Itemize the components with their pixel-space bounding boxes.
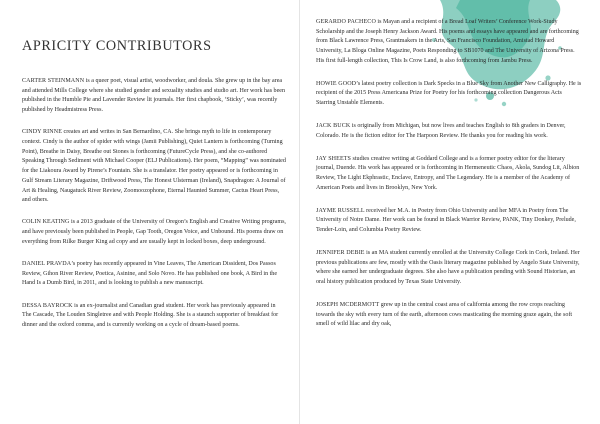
bio-text: creates art and writes in San Bernardino, CA. She brings myth to life in contemporary context. Cindy is the author of spider with wings (Jamii Publishing), Quiet Lantern is forthcoming (Turning Point), Breathe in Daisy, Breathe out Stones is forthcoming (FutureCycle Press), and she co-authored Speaking Through Sediment with Michael Cooper (ELJ Publications). Her poem, “Mapping” was nominated for the Liakoura Award by Pirene’s Fountain. She is a translator. Her poetry appeared or is forthcoming in Gulf Stream Literary Magazine, Driftwood Press, The Honest Ulsterman (Ireland), Snapdragon: A Journal of Art & Healing, Naugatuck River Review, Zoomoozophone, Eternal Haunted Summer, Cactus Heart Press, and others.: [22, 129, 286, 204]
contributor-name: DANIEL PRAVDA: [22, 261, 72, 268]
bio-entry: [316, 122, 582, 141]
bio-text: received her M.A. in Poetry from Ohio University and her MFA in Poetry from The University of Notre Dame. Her work can be found in Black Warrior Review, PANK, Tiny Donkey, Prelude, Tender-Loin, and Columbia Poetry Review.: [316, 207, 576, 233]
right-page: [300, 0, 600, 424]
contributor-name: CARTER STEINMANN: [22, 78, 85, 84]
bio-entry: [316, 249, 582, 288]
bio-text: is an MA student currently enrolled at the University College Cork in Cork, Ireland. Her previous publications are few, mostly with the Oasis literary magazine published by Angelo State University, where she earned her undergraduate degrees. She also have a publication pending with Sound Historian, an oral history publication produced by Texas State University.: [316, 249, 580, 285]
bio-entry: [316, 301, 582, 330]
bio-text: is Mayan and a recipient of a Bread Loaf Writers’ Conference Work-Study Scholarship and the Joseph Henry Jackson Award. His poems and essays have appeared and are forthcoming from Black Lawrence Press, Grantmakers in the Arts, San Francisco Foundation, Amistad Howard University, La Bloga Online Magazine, Poets Responding to SB1070 and The University of Arizona Press. His first full-length collection, This Is Crow Land, is also forthcoming from Jambu Press.: [316, 19, 579, 64]
bio-text: is a 2013 graduate of the University of Oregon’s English and Creative Writing programs, and have previously been published in People, Gap Tooth, Oregon Voice, and Unbound. His poems draw on everything from Rilke Burger King ad copy and are usually kept in locked boxes, deep underground.: [22, 219, 286, 245]
bio-entry: [316, 155, 582, 194]
bio-text: grew up in the central coast area of california among the row crops reaching towards the sky with every turn of the earth, afternoon cows masticating the morning graze again, the soft smell of wild lilac and dry oak,: [316, 301, 573, 328]
bio-entry: [316, 18, 582, 67]
contributor-name: JOSEPH MCDERMOTT: [316, 301, 380, 308]
bio-text: is an ex-journalist and Canadian grad student. Her work has previously appeared in The Cascade, The Louden Singletree and with People Holding. She is a staunch supporter of breakfast for dinner and the oxford comma, and is currently working on a cycle of dream-based poems.: [22, 302, 279, 329]
bio-entry: [22, 260, 286, 289]
bio-entry: [22, 218, 286, 247]
bio-entry: [22, 77, 286, 116]
contributor-name: CINDY RINNE: [22, 129, 63, 136]
bio-text: ’s latest poetry collection is Dark Specks in a Blue Sky from Another New Calligraphy. He is recipient of the 2015 Press Americana Prize for Poetry for his forthcoming collection Dangerous Acts Starring Unstable Elements.: [316, 80, 582, 107]
bio-text: studies creative writing at Goddard College and is a former poetry editor for the literary journal, Duende. His work has appeared or is forthcoming in Hermeneutic Chaos, Akola, Sundog Lit, Albion Review, The Light Ekphrastic, Enclave, Entropy, and The Legendary. He is a member of the Academy of American Poets and lives in Brooklyn, New York.: [316, 155, 580, 191]
bio-entry: [316, 80, 582, 109]
bio-text: is originally from Michigan, but now lives and teaches English to 8th graders in Denver, Colorado. He is the fiction editor for The Harpoon Review. He thanks you for reading his work.: [316, 123, 566, 139]
bio-entry: [22, 128, 286, 206]
contributor-name: HOWIE GOOD: [316, 80, 357, 87]
contributor-name: JAYME RUSSELL: [316, 207, 365, 214]
bio-text: is a queer poet, visual artist, woodworker, and doula. She grew up in the bay area and attended Mills College where she studied gender and sexuality studies and studio art. Her work has been published in the Humble Pie and Lavender Review lit journals. Her first chapbook, ‘Sticky’, was recently published by Headmistress Press.: [22, 78, 285, 114]
contributor-name: DESSA BAYROCK: [22, 302, 73, 309]
contributor-name: JENNIFER DEBIE: [316, 249, 365, 256]
contributor-name: GERARDO PACHECO: [316, 19, 376, 25]
bio-entry: [22, 302, 286, 331]
bio-entry: [316, 207, 582, 236]
contributor-name: JACK BUCK: [316, 123, 351, 129]
page-title: APRICITY CONTRIBUTORS: [22, 38, 212, 54]
bio-text: ’s poetry has recently appeared in Vine Leaves, The American Dissident, Dos Passos Review, Gihon River Review, Poetica, Asinine, and Solo Novo. He has published one book, A Bird in the Hand Is a Dumb Bird, in 2011, and is looking to publish a new manuscript.: [22, 261, 278, 287]
contributor-name: JAY SHEETS: [316, 155, 351, 162]
contributor-name: COLIN KEATING: [22, 219, 70, 226]
